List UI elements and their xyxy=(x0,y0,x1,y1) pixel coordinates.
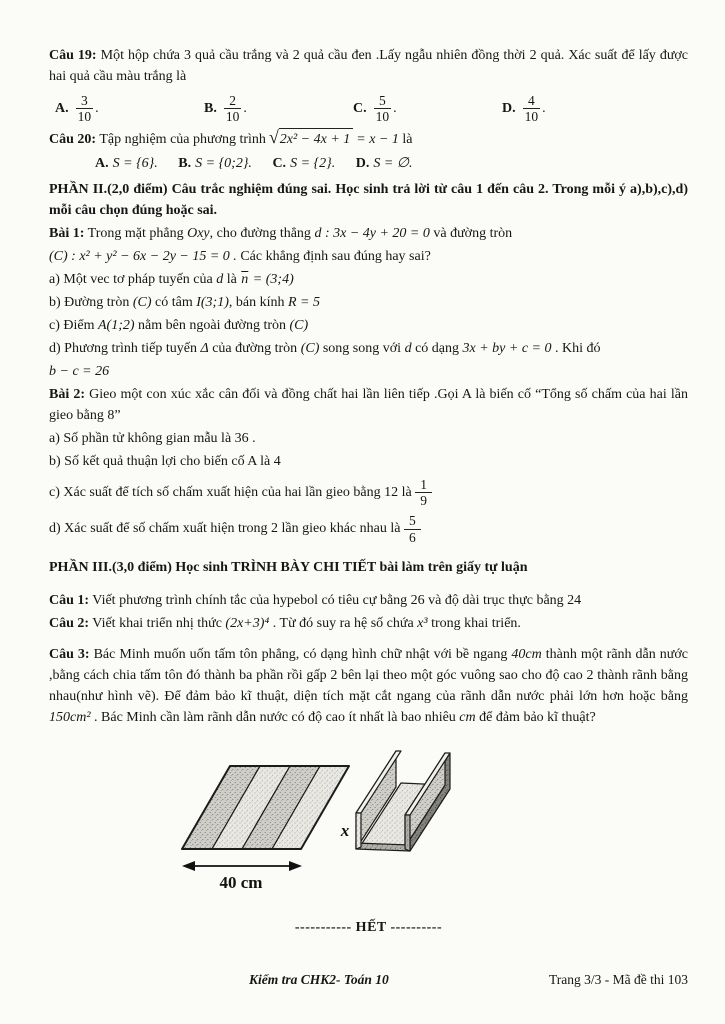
c3-text: thành một rãnh dẫn nước ,bằng cách chia tấm tôn đó thành ba phần rồi gấp 2 bên lại theo một góc vuông sao cho độ cao 2 thành rãnh bằng nhau(như hình vẽ). Để đảm bảo kĩ thuật, diện tích mặt cắt ngang của rãnh dẫn nước phải lớn hơn hoặc bằng xyxy=(49,646,688,704)
width-label: 40 cm xyxy=(219,872,263,892)
b1-b-text: có tâm xyxy=(151,295,197,311)
height-label-x: x xyxy=(340,820,350,840)
b1-b-math-center: I(3;1) xyxy=(196,295,229,311)
b1-a-text: là xyxy=(223,272,241,288)
flat-sheet-shape xyxy=(182,766,349,849)
part3-question-1 xyxy=(49,590,688,611)
b1-d-math-delta: Δ xyxy=(200,341,209,357)
c1-text: Viết phương trình chính tắc của hypebol có tiêu cự bằng 26 và độ dài trục thực bằng 24 xyxy=(89,592,582,608)
b1-text: , cho đường thẳng xyxy=(209,226,315,242)
figure-illustration xyxy=(169,736,469,894)
b1-statement-a xyxy=(49,269,688,290)
b1-d-text: của đường tròn xyxy=(208,341,301,357)
c3-math-40cm: 40cm xyxy=(511,646,542,662)
fraction-numerator: 2 xyxy=(224,93,241,109)
option-letter: D. xyxy=(355,156,370,172)
b2-statement-c xyxy=(49,477,688,508)
b2-statement-d xyxy=(49,513,688,544)
option-letter: B. xyxy=(204,101,217,117)
option-period: . xyxy=(542,101,546,117)
u-channel-shape xyxy=(356,751,450,851)
end-marker: ----------- HẾT ---------- xyxy=(294,919,443,935)
b1-math-circle: (C) : x² + y² − 6x − 2y − 15 = 0 . xyxy=(49,249,237,265)
q19-label: Câu 19: xyxy=(49,48,97,63)
fraction xyxy=(374,93,392,124)
fraction-denominator: 9 xyxy=(420,493,427,509)
b1-d-math-c: (C) xyxy=(300,341,320,357)
b1-a-math-d: d xyxy=(216,272,224,288)
b1-d-math-tangent: 3x + by + c = 0 xyxy=(462,341,552,357)
fraction xyxy=(404,513,421,544)
fraction-denominator: 6 xyxy=(408,529,416,545)
c3-math-150cm2: 150cm² xyxy=(49,709,91,725)
option-letter: A. xyxy=(55,101,69,117)
b1-b-math-radius: R = 5 xyxy=(287,295,320,311)
fraction-numerator: 5 xyxy=(404,513,421,529)
q20-option-b xyxy=(178,156,269,171)
figure-sheet-and-channel xyxy=(169,736,688,901)
c2-text: trong khai triển. xyxy=(427,615,521,631)
b1-b-math-c: (C) xyxy=(132,295,152,311)
b1-math-oxy: Oxy xyxy=(187,226,210,242)
b1-text: Các khẳng định sau đúng hay sai? xyxy=(236,249,431,265)
fraction xyxy=(523,93,541,124)
b1-b-text: , bán kính xyxy=(228,295,288,311)
fraction-numerator: 1 xyxy=(415,477,432,493)
b1-label: Bài 1: xyxy=(49,226,85,242)
c2-math-x3: x³ xyxy=(417,615,428,631)
q20-option-a xyxy=(95,156,175,171)
c3-text: để đảm bảo kĩ thuật? xyxy=(475,709,596,725)
c2-math-binomial: (2x+3)⁴ xyxy=(225,615,270,631)
square-root-expression xyxy=(269,128,353,150)
exercise-2-intro xyxy=(49,384,688,426)
q20-option-c xyxy=(272,156,352,171)
c3-label: Câu 3: xyxy=(49,646,90,662)
b1-a-math-eq: = (3;4) xyxy=(249,272,294,288)
fraction xyxy=(224,93,242,124)
exercise-1-circle-equation xyxy=(49,246,688,267)
part3-question-3 xyxy=(49,644,688,728)
part3-heading: PHẦN III.(3,0 điểm) Học sinh TRÌNH BÀY CHI TIẾT bài làm trên giấy tự luận xyxy=(49,559,528,575)
b2-label: Bài 2: xyxy=(49,387,86,403)
q19-options-row xyxy=(55,93,688,124)
b1-a-text: a) Một vec tơ pháp tuyến của xyxy=(49,272,217,288)
q19-option-d xyxy=(502,93,651,124)
b1-c-text: c) Điểm xyxy=(49,318,98,334)
part3-question-2 xyxy=(49,613,688,634)
b1-statement-d xyxy=(49,338,688,359)
b1-d-conclusion: b − c = 26 xyxy=(49,364,110,380)
b2-text: Gieo một con xúc xắc cân đối và đồng chất hai lần liên tiếp .Gọi A là biến cố “Tổng số chấm của hai lần gieo bằng 8” xyxy=(49,387,688,424)
fraction-denominator: 10 xyxy=(375,109,390,125)
vector-n: $\overline{n}$ xyxy=(241,272,249,288)
c1-label: Câu 1: xyxy=(49,592,90,608)
radical-sign: √ xyxy=(268,127,279,148)
b1-d-math-d: d xyxy=(404,341,412,357)
footer-exam-title: Kiểm tra CHK2- Toán 10 xyxy=(249,971,389,987)
option-period: . xyxy=(95,101,99,117)
b1-b-text: b) Đường tròn xyxy=(49,295,133,311)
b1-statement-b xyxy=(49,292,688,313)
b2-d-text: d) Xác suất để số chấm xuất hiện trong 2 lần gieo khác nhau là xyxy=(49,521,401,537)
b2-statement-a: a) Số phần tử không gian mẫu là 36 . xyxy=(49,431,256,447)
b1-statement-c xyxy=(49,315,688,336)
c3-math-cm: cm xyxy=(459,709,476,725)
option-value: S = {2}. xyxy=(290,156,336,172)
b2-c-text: c) Xác suất để tích số chấm xuất hiện của hai lần gieo bằng 12 là xyxy=(49,485,412,501)
q19-option-a xyxy=(55,93,204,124)
c2-text: Viết khai triển nhị thức xyxy=(89,615,226,631)
q19-text: Một hộp chứa 3 quả cầu trắng và 2 quả cầu đen .Lấy ngẫu nhiên đồng thời 2 quả. Xác suất để lấy được hai quả cầu màu trắng là xyxy=(49,48,689,84)
q20-label: Câu 20: xyxy=(49,132,97,148)
c2-text: . Từ đó suy ra hệ số chứa xyxy=(269,615,418,631)
fraction-numerator: 4 xyxy=(523,93,540,109)
option-letter: C. xyxy=(272,156,287,172)
option-period: . xyxy=(393,101,397,117)
q20-math-post: = x − 1 xyxy=(356,132,399,148)
question-20 xyxy=(49,128,688,150)
q19-option-b xyxy=(204,93,353,124)
fraction-denominator: 10 xyxy=(77,109,92,125)
q20-text-post: là xyxy=(398,132,413,148)
option-value: S = {0;2}. xyxy=(195,156,252,172)
option-letter: D. xyxy=(502,101,516,117)
option-period: . xyxy=(243,101,247,117)
option-letter: B. xyxy=(178,156,192,172)
exercise-1-intro xyxy=(49,223,688,244)
b1-c-math-point: A(1;2) xyxy=(97,318,135,334)
b1-math-line-d: d : 3x − 4y + 20 = 0 xyxy=(314,226,430,242)
b1-c-text: nằm bên ngoài đường tròn xyxy=(134,318,290,334)
q20-option-d xyxy=(356,156,430,171)
option-letter: C. xyxy=(353,101,367,117)
b1-d-text: có dạng xyxy=(411,341,463,357)
b2-statement-b: b) Số kết quả thuận lợi cho biến cố A là 4 xyxy=(49,454,281,470)
radicand: 2x² − 4x + 1 xyxy=(279,128,354,150)
b1-d-text: song song với xyxy=(319,341,405,357)
fraction-numerator: 5 xyxy=(374,93,391,109)
part2-heading: PHẦN II.(2,0 điểm) Câu trắc nghiệm đúng sai. Học sinh trả lời từ câu 1 đến câu 2. Trong mỗi ý a),b),c),d) mỗi câu chọn đúng hoặc sai. xyxy=(49,182,688,219)
b1-c-math-c: (C) xyxy=(289,318,309,334)
b1-text: và đường tròn xyxy=(429,226,513,242)
b1-text: Trong mặt phẳng xyxy=(84,226,188,242)
page-footer xyxy=(49,970,688,990)
b1-d-text: d) Phương trình tiếp tuyến xyxy=(49,341,201,357)
q20-text-pre: Tập nghiệm của phương trình xyxy=(99,132,266,148)
q19-option-c xyxy=(353,93,502,124)
footer-page-number: Trang 3/3 - Mã đề thi 103 xyxy=(549,971,688,987)
option-value: S = {6}. xyxy=(112,156,158,172)
question-19 xyxy=(49,45,688,87)
c2-label: Câu 2: xyxy=(49,615,90,631)
c3-text: Bác Minh muốn uốn tấm tôn phẳng, có dạng hình chữ nhật với bề ngang xyxy=(89,646,512,662)
option-value: S = ∅. xyxy=(373,156,413,172)
option-letter: A. xyxy=(95,156,109,172)
q20-options-row xyxy=(49,153,688,174)
fraction xyxy=(415,477,432,508)
b1-d-text: . Khi đó xyxy=(551,341,601,357)
width-dimension-arrow xyxy=(182,861,302,871)
fraction-numerator: 3 xyxy=(76,93,93,109)
c3-text: . Bác Minh cần làm rãnh dẫn nước có độ cao ít nhất là bao nhiêu xyxy=(90,709,460,725)
fraction-denominator: 10 xyxy=(225,109,240,125)
fraction xyxy=(76,93,94,124)
fraction-denominator: 10 xyxy=(524,109,539,125)
